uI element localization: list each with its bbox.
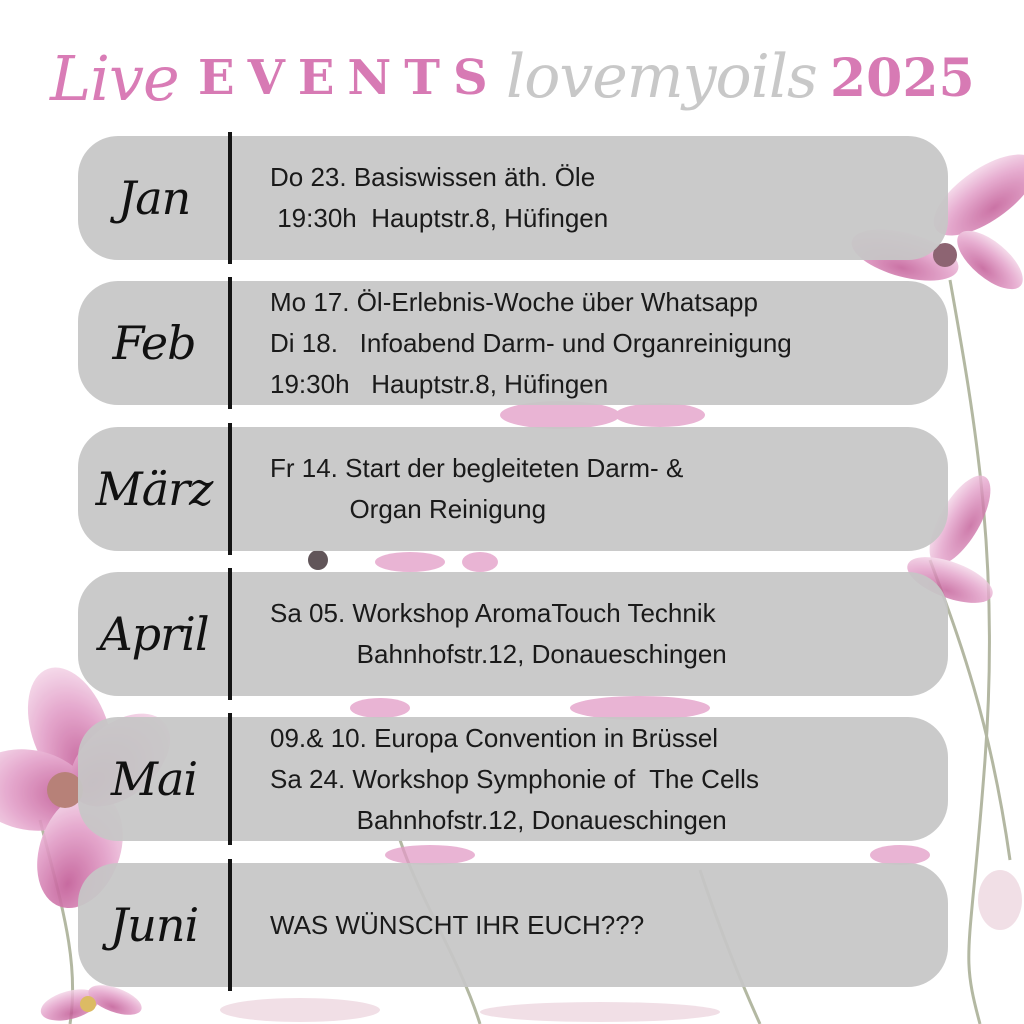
month-label: Mai xyxy=(110,752,198,806)
brand-name: lovemyoils xyxy=(506,42,817,112)
title-live: Live xyxy=(50,42,179,115)
month-label: Jan xyxy=(117,171,191,225)
event-line: Mo 17. Öl-Erlebnis-Woche über Whatsapp xyxy=(270,286,758,317)
event-row-feb xyxy=(78,281,948,405)
event-line: Organ Reinigung xyxy=(270,494,547,524)
divider xyxy=(228,423,232,555)
event-line: Sa 24. Workshop Symphonie of The Cells xyxy=(270,763,759,794)
event-line: 19:30h Hauptstr.8, Hüfingen xyxy=(270,368,609,399)
event-row-april xyxy=(78,572,948,696)
event-line: 19:30h Hauptstr.8, Hüfingen xyxy=(270,203,609,233)
event-row-jan xyxy=(78,136,948,260)
month-label: Juni xyxy=(109,898,199,952)
divider xyxy=(228,568,232,700)
event-line: WAS WÜNSCHT IHR EUCH??? xyxy=(270,909,645,940)
event-row-mai xyxy=(78,717,948,841)
month-label: April xyxy=(99,607,209,661)
event-details xyxy=(270,136,938,260)
event-details xyxy=(270,572,938,696)
event-line: Do 23. Basiswissen äth. Öle xyxy=(270,162,596,192)
divider xyxy=(228,132,232,264)
event-details xyxy=(270,717,938,841)
event-line: Fr 14. Start der begleiteten Darm- & xyxy=(270,453,684,483)
event-row-maerz xyxy=(78,427,948,551)
event-details xyxy=(270,427,938,551)
month-label: Feb xyxy=(112,316,196,370)
title-events: EVENTS xyxy=(198,50,501,106)
event-details xyxy=(270,281,938,405)
divider xyxy=(228,713,232,845)
event-line: Bahnhofstr.12, Donaueschingen xyxy=(270,639,727,669)
event-row-juni xyxy=(78,863,948,987)
event-line: 09.& 10. Europa Convention in Brüssel xyxy=(270,722,719,753)
event-line: Sa 05. Workshop AromaTouch Technik xyxy=(270,598,716,628)
divider xyxy=(228,859,232,991)
event-details xyxy=(270,863,938,987)
title-year: 2025 xyxy=(830,48,975,109)
page-header xyxy=(0,28,1024,128)
event-line: Di 18. Infoabend Darm- und Organreinigung xyxy=(270,327,792,358)
event-line: Bahnhofstr.12, Donaueschingen xyxy=(270,804,727,835)
month-label: März xyxy=(95,462,213,516)
divider xyxy=(228,277,232,409)
